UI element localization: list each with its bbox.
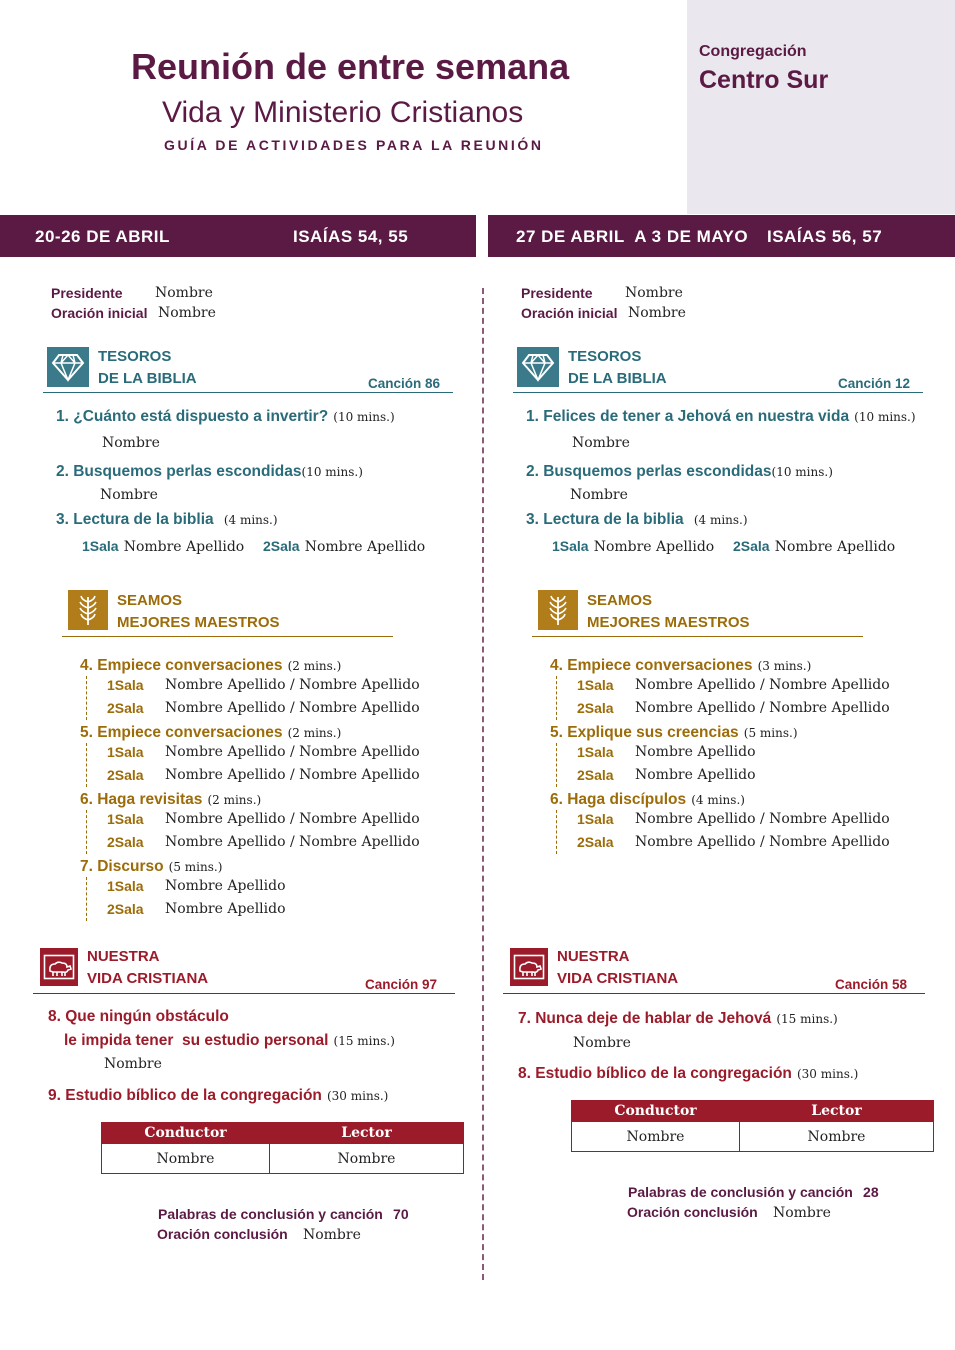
part-1-assignee: Nombre: [572, 435, 630, 451]
part-7-room-2-assignee: Nombre Apellido: [165, 901, 286, 917]
part-4-bracket: [86, 676, 87, 720]
treasures-heading-2: DE LA BIBLIA: [98, 370, 197, 387]
reader-cell: Nombre: [740, 1122, 934, 1152]
opening-prayer-name: Nombre: [628, 305, 686, 321]
part-3: 3. Lectura de la biblia (4 mins.): [56, 511, 278, 528]
page-tagline: GUÍA DE ACTIVIDADES PARA LA REUNIÓN: [164, 137, 544, 153]
week1-date: 20-26 DE ABRIL: [35, 227, 170, 246]
part-8: 8. Estudio bíblico de la congregación (30 mins.): [518, 1065, 859, 1082]
part-4: 4. Empiece conversaciones (3 mins.): [550, 657, 812, 674]
ministry-underline: [62, 636, 393, 637]
part-1: 1. ¿Cuánto está dispuesto a invertir? (10 mins.): [56, 408, 395, 425]
part-7: 7. Discurso (5 mins.): [80, 858, 223, 875]
reader-header: Lector: [270, 1123, 464, 1144]
part-6-room-2-assignees: Nombre Apellido / Nombre Apellido: [165, 834, 420, 850]
study-table: [101, 1122, 464, 1174]
part-6-room-2: 2Sala: [107, 834, 144, 850]
part-6-bracket: [86, 810, 87, 854]
diamond-icon: [517, 347, 559, 387]
part-1-assignee: Nombre: [102, 435, 160, 451]
treasures-heading-1: TESOROS: [568, 348, 642, 365]
conductor-cell: Nombre: [572, 1122, 740, 1152]
chairman-name: Nombre: [625, 285, 683, 301]
part-8-line-2: le impida tener su estudio personal (15 mins.): [64, 1032, 395, 1049]
treasures-song: Canción 12: [838, 376, 911, 391]
column-divider: [482, 288, 484, 1280]
part-5-room-2-assignees: Nombre Apellido / Nombre Apellido: [165, 767, 420, 783]
part-4-room-1: 1Sala: [577, 677, 614, 693]
part-2-assignee: Nombre: [100, 487, 158, 503]
part-7-assignee: Nombre: [573, 1035, 631, 1051]
part-2: 2. Busquemos perlas escondidas(10 mins.): [526, 463, 833, 480]
chairman-label: Presidente: [521, 285, 593, 301]
sheep-icon: [40, 948, 78, 986]
part-6-room-2-assignees: Nombre Apellido / Nombre Apellido: [635, 834, 890, 850]
part-3-room-2: 2Sala Nombre Apellido: [263, 538, 426, 555]
living-underline: [33, 993, 455, 994]
study-table: [571, 1100, 934, 1152]
part-5-room-1-assignees: Nombre Apellido / Nombre Apellido: [165, 744, 420, 760]
diamond-icon: [47, 347, 89, 387]
closing-prayer-line: Oración conclusión Nombre: [157, 1226, 361, 1243]
living-song: Canción 58: [835, 977, 908, 992]
part-1: 1. Felices de tener a Jehová en nuestra vida (10 mins.): [526, 408, 916, 425]
part-7: 7. Nunca deje de hablar de Jehová (15 mins.): [518, 1010, 838, 1027]
opening-prayer-label: Oración inicial: [51, 305, 148, 321]
ministry-heading-1: SEAMOS: [587, 592, 653, 609]
conductor-cell: Nombre: [102, 1144, 270, 1174]
part-5-room-1-assignee: Nombre Apellido: [635, 744, 756, 760]
part-4-room-1: 1Sala: [107, 677, 144, 693]
ministry-heading-1: SEAMOS: [117, 592, 183, 609]
part-5-bracket: [556, 743, 557, 787]
part-6-room-1-assignees: Nombre Apellido / Nombre Apellido: [635, 811, 890, 827]
part-6-room-1-assignees: Nombre Apellido / Nombre Apellido: [165, 811, 420, 827]
part-3-room-1: 1Sala Nombre Apellido: [552, 538, 715, 555]
part-5: 5. Explique sus creencias (5 mins.): [550, 724, 798, 741]
part-7-room-1: 1Sala: [107, 878, 144, 894]
part-4-room-2: 2Sala: [107, 700, 144, 716]
part-6: 6. Haga discípulos (4 mins.): [550, 791, 745, 808]
conductor-header: Conductor: [572, 1101, 740, 1122]
part-4-room-1-assignees: Nombre Apellido / Nombre Apellido: [635, 677, 890, 693]
opening-prayer-label: Oración inicial: [521, 305, 618, 321]
part-7-room-1-assignee: Nombre Apellido: [165, 878, 286, 894]
part-2-assignee: Nombre: [570, 487, 628, 503]
treasures-underline: [43, 392, 453, 393]
part-7-room-2: 2Sala: [107, 901, 144, 917]
living-heading-2: VIDA CRISTIANA: [87, 970, 209, 987]
part-6-bracket: [556, 810, 557, 854]
closing-prayer-line: Oración conclusión Nombre: [627, 1204, 831, 1221]
part-2: 2. Busquemos perlas escondidas(10 mins.): [56, 463, 363, 480]
closing-song-line: Palabras de conclusión y canción 70: [158, 1206, 409, 1222]
closing-song-line: Palabras de conclusión y canción 28: [628, 1184, 879, 1200]
living-song: Canción 97: [365, 977, 438, 992]
part-3-room-2: 2Sala Nombre Apellido: [733, 538, 896, 555]
opening-prayer-name: Nombre: [158, 305, 216, 321]
chairman-label: Presidente: [51, 285, 123, 301]
congregation-name: Centro Sur: [699, 66, 829, 94]
part-6-room-2: 2Sala: [577, 834, 614, 850]
living-underline: [503, 993, 925, 994]
part-4-room-2-assignees: Nombre Apellido / Nombre Apellido: [635, 700, 890, 716]
part-5-room-1: 1Sala: [577, 744, 614, 760]
page-subtitle: Vida y Ministerio Cristianos: [162, 96, 524, 129]
week2-reading: ISAÍAS 56, 57: [767, 227, 883, 246]
part-3: 3. Lectura de la biblia (4 mins.): [526, 511, 748, 528]
part-7-bracket: [86, 877, 87, 921]
part-4: 4. Empiece conversaciones (2 mins.): [80, 657, 342, 674]
reader-header: Lector: [740, 1101, 934, 1122]
week1-reading: ISAÍAS 54, 55: [293, 227, 409, 246]
ministry-heading-2: MEJORES MAESTROS: [587, 614, 750, 631]
part-4-room-2-assignees: Nombre Apellido / Nombre Apellido: [165, 700, 420, 716]
conductor-header: Conductor: [102, 1123, 270, 1144]
wheat-icon: [538, 590, 578, 630]
page-title: Reunión de entre semana: [131, 46, 570, 87]
chairman-name: Nombre: [155, 285, 213, 301]
reader-cell: Nombre: [270, 1144, 464, 1174]
part-6-room-1: 1Sala: [577, 811, 614, 827]
part-4-room-2: 2Sala: [577, 700, 614, 716]
treasures-song: Canción 86: [368, 376, 441, 391]
part-5-room-2-assignee: Nombre Apellido: [635, 767, 756, 783]
part-8-assignee: Nombre: [104, 1056, 162, 1072]
treasures-heading-1: TESOROS: [98, 348, 172, 365]
congregation-panel: [687, 0, 955, 214]
part-5: 5. Empiece conversaciones (2 mins.): [80, 724, 342, 741]
sheep-icon: [510, 948, 548, 986]
part-4-room-1-assignees: Nombre Apellido / Nombre Apellido: [165, 677, 420, 693]
living-heading-2: VIDA CRISTIANA: [557, 970, 679, 987]
treasures-heading-2: DE LA BIBLIA: [568, 370, 667, 387]
part-8-line-1: 8. Que ningún obstáculo: [48, 1008, 229, 1025]
congregation-label: Congregación: [699, 43, 807, 60]
part-6: 6. Haga revisitas (2 mins.): [80, 791, 262, 808]
part-6-room-1: 1Sala: [107, 811, 144, 827]
living-heading-1: NUESTRA: [557, 948, 630, 965]
part-4-bracket: [556, 676, 557, 720]
ministry-underline: [532, 636, 863, 637]
part-5-room-2: 2Sala: [107, 767, 144, 783]
part-5-room-1: 1Sala: [107, 744, 144, 760]
part-5-room-2: 2Sala: [577, 767, 614, 783]
part-9: 9. Estudio bíblico de la congregación (30 mins.): [48, 1087, 389, 1104]
part-3-room-1: 1Sala Nombre Apellido: [82, 538, 245, 555]
ministry-heading-2: MEJORES MAESTROS: [117, 614, 280, 631]
week2-date: 27 DE ABRIL A 3 DE MAYO: [516, 227, 749, 246]
living-heading-1: NUESTRA: [87, 948, 160, 965]
part-5-bracket: [86, 743, 87, 787]
wheat-icon: [68, 590, 108, 630]
treasures-underline: [513, 392, 923, 393]
